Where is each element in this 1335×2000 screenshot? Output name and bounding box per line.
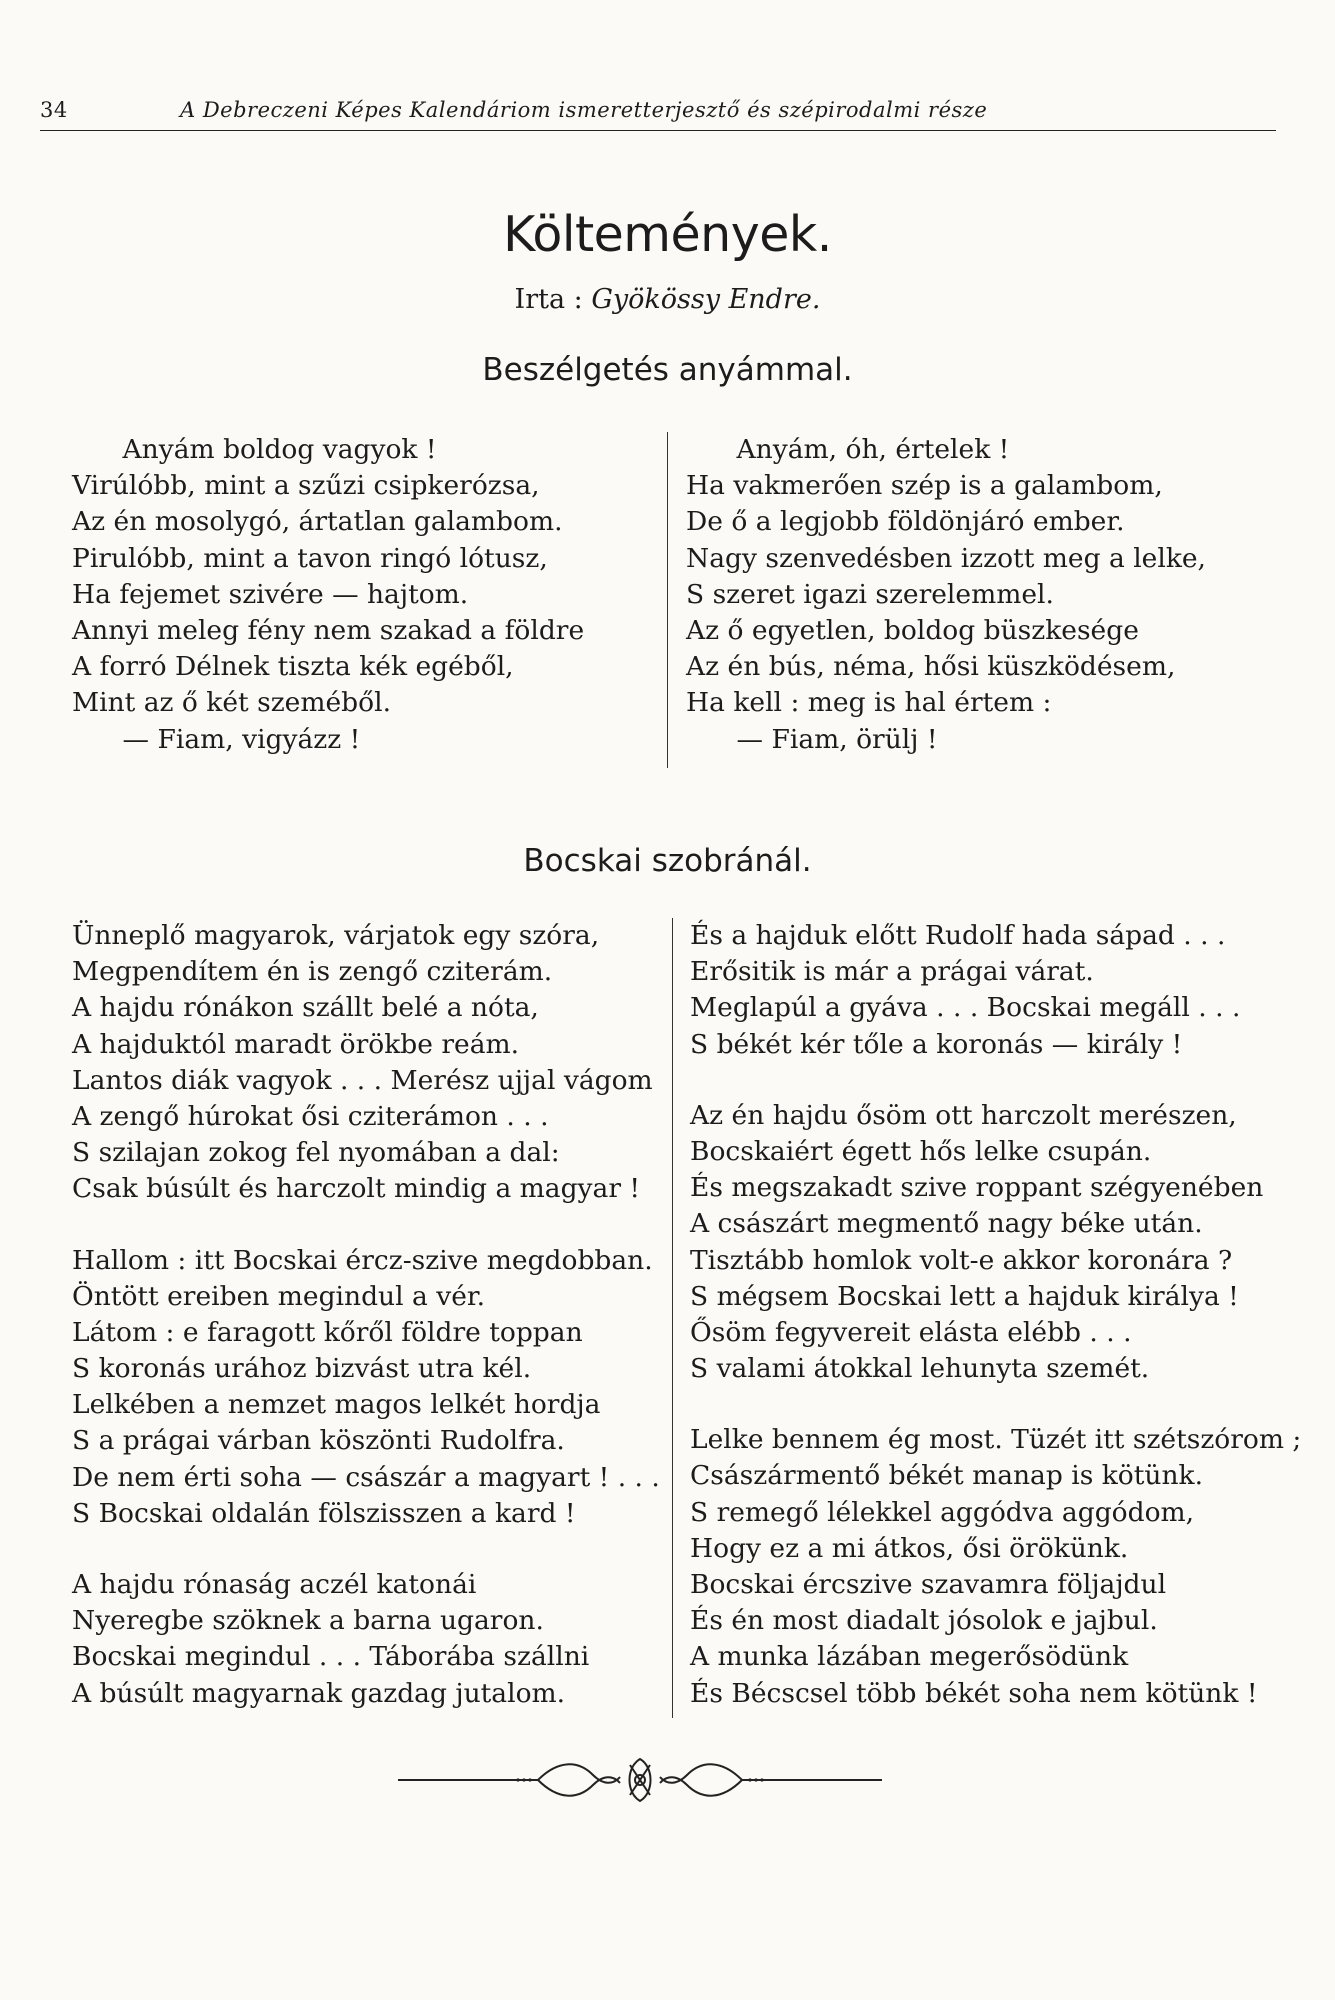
byline-prefix: Irta : [514,284,583,315]
verse-line: A búsúlt magyarnak gazdag jutalom. [72,1677,566,1709]
poem1-left-column [72,432,584,758]
verse-line: És én most diadalt jósolok e jajbul. [690,1605,1158,1637]
ornament-vignette [398,1755,882,1805]
verse-line: Nyeregbe szöknek a barna ugaron. [72,1605,544,1637]
verse-line: Az én mosolygó, ártatlan galambom. [72,506,563,538]
verse-line: És Bécscsel több békét soha nem kötünk ! [690,1677,1258,1709]
verse-line: A forró Délnek tiszta kék egéből, [72,651,514,683]
verse-line: S valami átokkal lehunyta szemét. [690,1353,1150,1385]
page-title: Költemények. [503,206,832,263]
verse-line: S szilajan zokog fel nyomában a dal: [72,1137,560,1169]
verse-line: Lantos diák vagyok . . . Merész ujjal vágom [72,1064,653,1096]
verse-line: Csak búsúlt és harczolt mindig a magyar ! [72,1173,641,1205]
verse-line: A hajduktól maradt örökbe reám. [72,1028,520,1060]
stanza-gap [690,1387,1301,1422]
verse-line: De ő a legjobb földönjáró ember. [686,506,1125,538]
verse-line: Mint az ő két szeméből. [72,687,391,719]
verse-line: Az én bús, néma, hősi küszködésem, [686,651,1176,683]
verse-line: Az én hajdu ősöm ott harczolt merészen, [690,1099,1237,1131]
verse-line: A hajdu rónaság aczél katonái [72,1569,477,1600]
verse-line: S mégsem Bocskai lett a hajduk királya ! [690,1280,1239,1312]
verse-line: — Fiam, vigyázz ! [72,723,361,755]
stanza-gap [72,1532,660,1567]
verse-line: Lelkében a nemzet magos lelkét hordja [72,1389,601,1421]
stanza-gap [690,1063,1301,1098]
poem2-title: Bocskai szobránál. [523,843,812,879]
verse-line: — Fiam, örülj ! [686,723,938,755]
column-divider [672,918,673,1718]
verse-line: Bocskaiért égett hős lelke csupán. [690,1135,1152,1167]
verse-line: S békét kér tőle a koronás — király ! [690,1028,1183,1060]
verse-line: Annyi meleg fény nem szakad a földre [72,614,585,646]
verse-line: Anyám boldog vagyok ! [72,434,437,465]
verse-line: Pirulóbb, mint a tavon ringó lótusz, [72,542,548,574]
verse-line: És a hajduk előtt Rudolf hada sápad . . . [690,920,1226,951]
verse-line: Meglapúl a gyáva . . . Bocskai megáll . . . [690,992,1241,1024]
stanza-gap [72,1208,660,1243]
verse-line: Ősöm fegyvereit elásta elébb . . . [690,1316,1132,1348]
running-title: A Debreczeni Képes Kalendáriom ismeretterjesztő és szépirodalmi része [180,98,988,122]
header-rule [40,130,1276,131]
byline [0,284,1335,315]
verse-line: S a prágai várban köszönti Rudolfra. [72,1425,565,1457]
verse-line: A munka lázában megerősödünk [690,1641,1129,1673]
verse-line: S remegő lélekkel aggódva aggódom, [690,1496,1195,1528]
verse-line: Császármentő békét manap is kötünk. [690,1460,1204,1492]
poem2-left-column [72,918,660,1712]
verse-line: Bocskai megindul . . . Táborába szállni [72,1641,590,1673]
verse-line: A hajdu rónákon szállt belé a nóta, [72,992,539,1024]
verse-line: Ha vakmerően szép is a galambom, [686,470,1163,502]
column-divider [667,432,668,768]
poem2-right-column [690,918,1301,1712]
verse-line: A zengő húrokat ősi cziterámon . . . [72,1100,549,1132]
verse-line: S Bocskai oldalán fölszisszen a kard ! [72,1497,576,1529]
verse-line: Ha kell : meg is hal értem : [686,687,1052,719]
verse-line: Erősitik is már a prágai várat. [690,956,1094,988]
verse-line: Bocskai ércszive szavamra följajdul [690,1569,1167,1600]
poem1-title: Beszélgetés anyámmal. [482,352,853,388]
verse-line: Ha fejemet szivére — hajtom. [72,578,469,610]
verse-line: Látom : e faragott kőről földre toppan [72,1316,583,1348]
verse-line: De nem érti soha — császár a magyart ! . . . [72,1461,660,1493]
verse-line: Hogy ez a mi átkos, ősi örökünk. [690,1532,1129,1564]
verse-line: Az ő egyetlen, boldog büszkesége [686,614,1139,646]
verse-line: Hallom : itt Bocskai ércz-szive megdobban. [72,1244,653,1276]
verse-line: És megszakadt szive roppant szégyenében [690,1172,1264,1204]
verse-line: Virúlóbb, mint a szűzi csipkerózsa, [72,470,540,502]
verse-line: A császárt megmentő nagy béke után. [690,1208,1203,1240]
verse-line: Anyám, óh, értelek ! [686,434,1010,465]
verse-line: Tisztább homlok volt-e akkor koronára ? [690,1244,1233,1276]
verse-line: Öntött ereiben megindul a vér. [72,1280,486,1312]
poem1-right-column [686,432,1206,758]
verse-line: Lelke bennem ég most. Tüzét itt szétszórom ; [690,1424,1302,1456]
verse-line: S szeret igazi szerelemmel. [686,578,1054,610]
verse-line: Megpendítem én is zengő cziterám. [72,956,553,988]
page-number: 34 [40,98,68,122]
verse-line: Ünneplő magyarok, várjatok egy szóra, [72,920,600,951]
verse-line: S koronás urához bizvást utra kél. [72,1353,532,1385]
author-name: Gyökössy Endre. [591,284,821,315]
verse-line: Nagy szenvedésben izzott meg a lelke, [686,542,1206,574]
